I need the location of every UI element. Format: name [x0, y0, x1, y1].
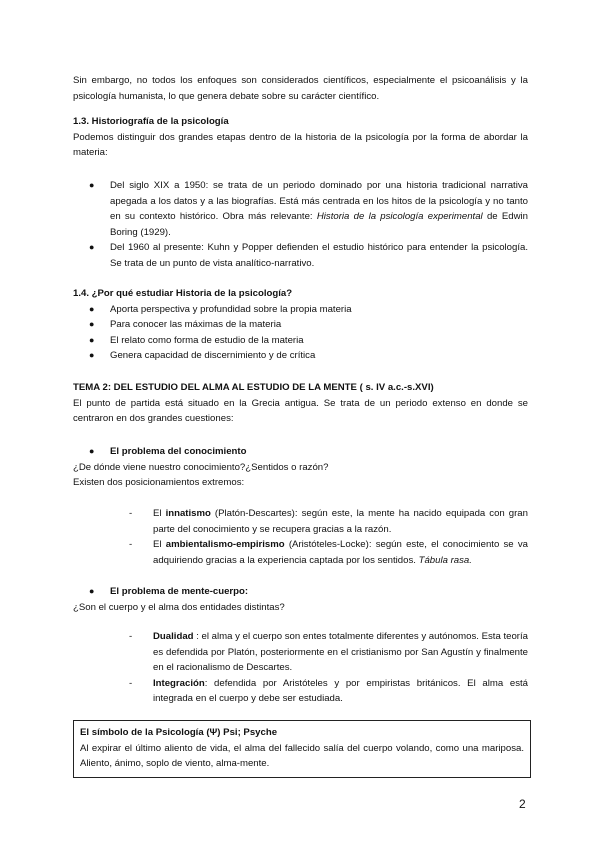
dash-icon: - — [129, 508, 133, 519]
item-text: (Aristóteles-Locke): según este, el conocimiento se va adquiriendo gracias a la experiencia captada por los sentidos. — [153, 539, 528, 566]
list-item — [73, 333, 528, 349]
list-item — [73, 348, 528, 364]
bullet-icon: ● — [89, 242, 95, 252]
intro-text: Sin embargo, no todos los enfoques son considerados científicos, especialmente el psicoanálisis y la psicología humanista, lo que genera debate sobre su carácter científico. — [73, 75, 528, 102]
conocimiento-heading: El problema del conocimiento — [110, 446, 247, 457]
term: ambientalismo-empirismo — [165, 539, 285, 550]
mente-heading: El problema de mente-cuerpo: — [110, 586, 249, 597]
intro-paragraph — [73, 73, 528, 104]
bullet-icon: ● — [89, 334, 95, 345]
page-number: 2 — [519, 797, 526, 811]
tema-2 — [73, 380, 528, 427]
bullet-icon: ● — [89, 180, 95, 190]
conocimiento-positions — [73, 506, 528, 568]
item-text: Del siglo XIX a 1950: se trata de un periodo dominado por una historia tradicional narrativa apegada a los datos y a las biografías. Está más centrada en los hitos de la psicología y no tanto en su contexto histórico. Obra más relevante: — [110, 180, 528, 222]
list-item — [73, 506, 528, 537]
item-text: de Edwin Boring (1929). — [110, 211, 529, 238]
section-1-3-text: Podemos distinguir dos grandes etapas dentro de la historia de la psicología por la forma de abordar la materia: — [73, 131, 528, 158]
psi-box-heading: El símbolo de la Psicología (Ψ) Psi; Psyche — [80, 727, 278, 738]
term: Integración — [153, 677, 205, 689]
book-title: Historia de la psicología experimental — [316, 211, 483, 222]
bullet-icon: ● — [89, 586, 95, 596]
historiography-list — [73, 178, 528, 271]
item-text: Del 1960 al presente: Kuhn y Popper defienden el estudio histórico para entender la psicología. Se trata de un punto de vista analítico-narrativo. — [110, 242, 528, 269]
list-item — [73, 178, 528, 240]
bullet-icon: ● — [89, 446, 95, 456]
section-1-4-heading: 1.4. ¿Por qué estudiar Historia de la psicología? — [73, 288, 293, 299]
list-item — [73, 317, 528, 333]
item-text: Genera capacidad de discernimiento y de crítica — [110, 350, 316, 361]
list-item — [73, 629, 528, 676]
item-text: El — [153, 539, 166, 550]
dash-icon: - — [129, 631, 133, 642]
list-item — [73, 302, 528, 318]
list-item — [73, 444, 528, 460]
section-1-4 — [73, 286, 528, 364]
mente-positions — [73, 629, 528, 707]
conocimiento-question: ¿De dónde viene nuestro conocimiento?¿Sentidos o razón? — [73, 461, 329, 473]
item-text: Para conocer las máximas de la materia — [110, 319, 282, 330]
item-text: : defendida por Aristóteles y por empiristas británicos. El alma está integrada en el cuerpo y debe ser estudiada. — [153, 677, 528, 704]
psi-symbol-box — [73, 720, 531, 778]
conocimiento-intro: Existen dos posicionamientos extremos: — [73, 477, 245, 488]
dash-icon: - — [129, 539, 133, 550]
mente-question: ¿Son el cuerpo y el alma dos entidades distintas? — [73, 601, 285, 613]
section-1-3 — [73, 114, 528, 161]
list-item — [73, 537, 528, 568]
section-1-3-heading: 1.3. Historiografía de la psicología — [73, 116, 229, 127]
dash-icon: - — [129, 677, 133, 689]
term: innatismo — [165, 508, 211, 519]
bullet-icon: ● — [89, 319, 95, 329]
bullet-icon: ● — [89, 350, 95, 360]
item-text: El relato como forma de estudio de la materia — [110, 334, 304, 346]
item-text: (Platón-Descartes): según este, la mente ha nacido equipada con gran parte del conocimiento y se recupera gracias a la razón. — [153, 508, 528, 535]
list-item — [73, 584, 528, 600]
item-text: Aporta perspectiva y profundidad sobre la propia materia — [110, 303, 352, 315]
bullet-icon: ● — [89, 303, 95, 314]
conocimiento-section — [73, 444, 528, 491]
item-text: : el alma y el cuerpo son entes totalmente diferentes y autónomos. Esta teoría es defendida por Platón, posteriormente en el cristianismo por San Agustín y finalmente en el racionalismo de Descartes. — [153, 631, 528, 673]
term: Dualidad — [153, 631, 194, 642]
tema-2-heading: TEMA 2: DEL ESTUDIO DEL ALMA AL ESTUDIO DE LA MENTE ( s. IV a.c.-s.XVI) — [73, 382, 434, 393]
mente-cuerpo-section — [73, 584, 528, 615]
psi-box-text: Al expirar el último aliento de vida, el alma del fallecido salía del cuerpo volando, como una mariposa. Aliento, ánimo, soplo de viento, alma-mente. — [80, 742, 524, 769]
list-item — [73, 676, 528, 707]
item-text: El — [153, 508, 166, 519]
tema-2-text: El punto de partida está situado en la Grecia antigua. Se trata de un periodo extenso en donde se centraron en dos grandes cuestiones: — [73, 397, 528, 424]
term-italic: Tábula rasa. — [418, 554, 472, 566]
list-item — [73, 240, 528, 271]
